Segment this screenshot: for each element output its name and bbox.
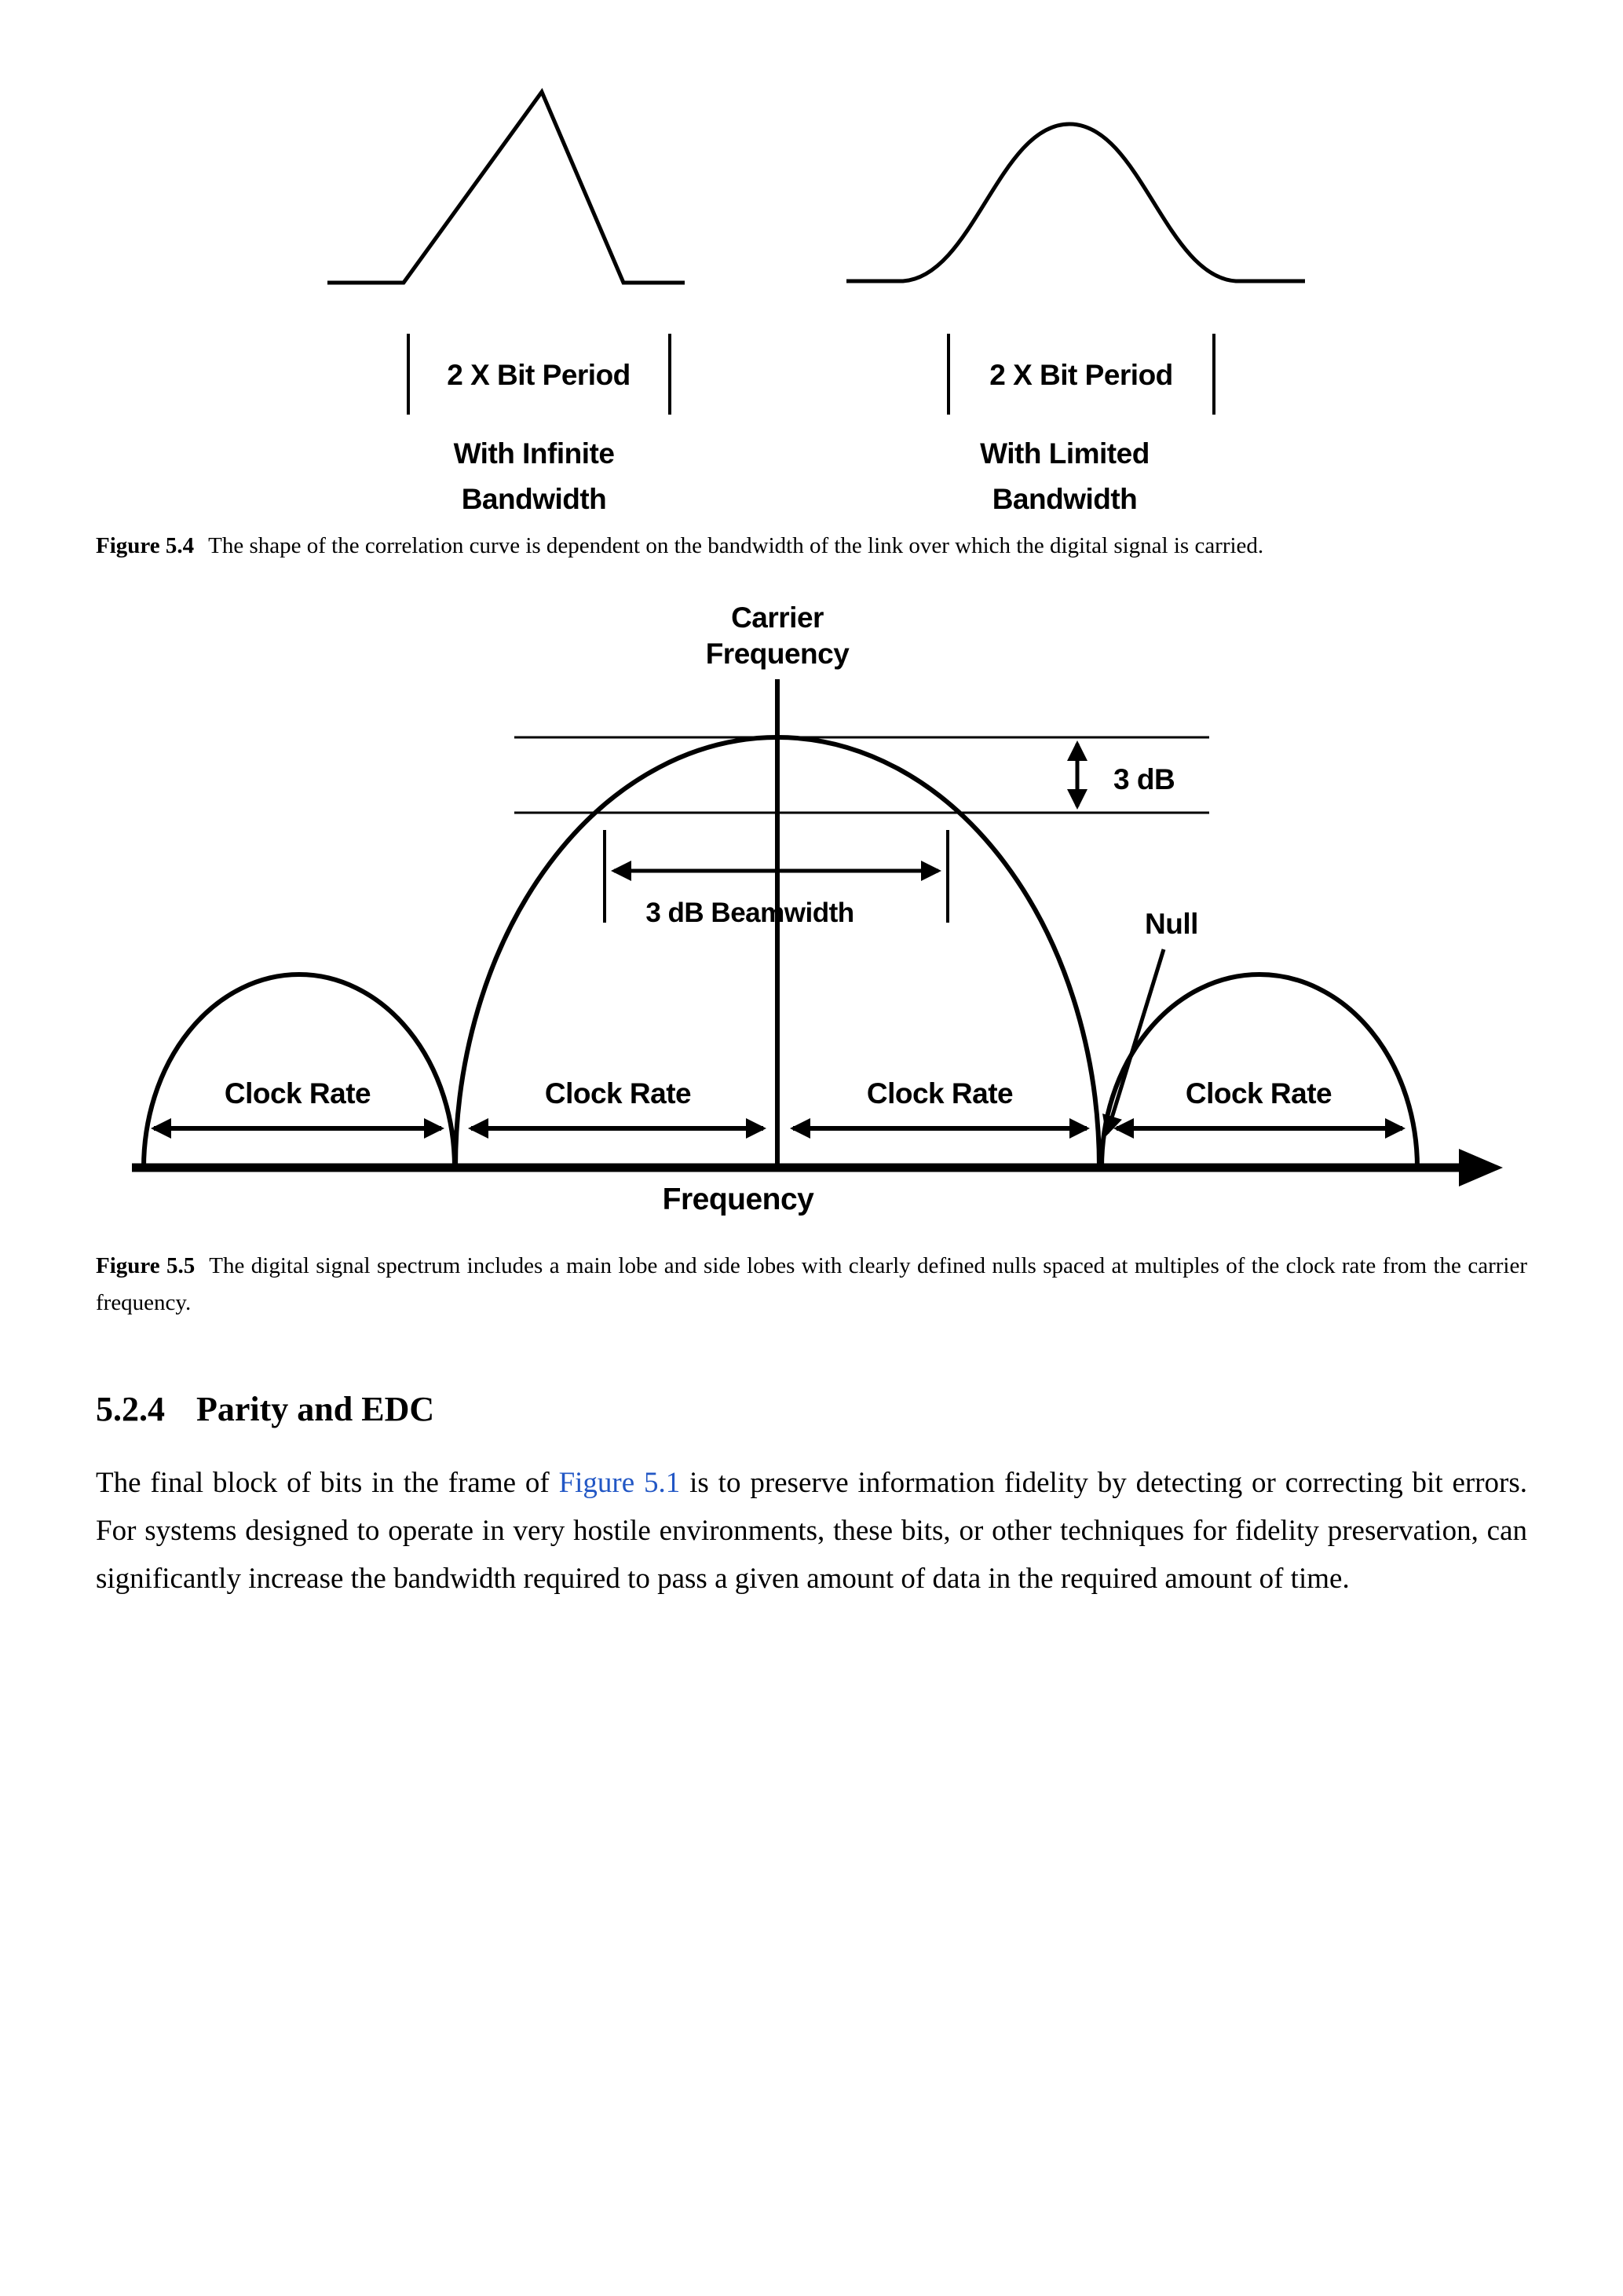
infinite-bandwidth-label-line1: With Infinite bbox=[453, 437, 615, 470]
triangle-correlation-curve bbox=[327, 92, 685, 283]
figure-5-5-caption-label: Figure 5.5 bbox=[96, 1252, 196, 1278]
section-heading-title: Parity and EDC bbox=[196, 1389, 435, 1428]
figure-5-4-diagram bbox=[0, 0, 1623, 518]
infinite-bandwidth-label-line2: Bandwidth bbox=[461, 483, 607, 515]
figure-5-5-caption bbox=[0, 1248, 1623, 1322]
left-side-lobe-curve bbox=[144, 974, 455, 1168]
section-heading bbox=[0, 1389, 1623, 1429]
figure-5-1-link[interactable]: Figure 5.1 bbox=[558, 1466, 681, 1499]
figure-5-5-caption-text: The digital signal spectrum includes a main lobe and side lobes with clearly defined nulls spaced at multiples of the clock rate from the carrier frequency. bbox=[96, 1252, 1527, 1315]
clock-rate-label-3: Clock Rate bbox=[866, 1077, 1014, 1110]
figure-5-4-caption bbox=[0, 528, 1623, 565]
figure-5-5-diagram bbox=[0, 579, 1623, 1238]
clock-rate-label-2: Clock Rate bbox=[544, 1077, 692, 1110]
limited-bandwidth-label-line1: With Limited bbox=[980, 437, 1150, 470]
frequency-axis-arrowhead bbox=[1459, 1149, 1503, 1186]
bit-period-label-right: 2 X Bit Period bbox=[989, 359, 1173, 391]
clock-rate-label-1: Clock Rate bbox=[224, 1077, 371, 1110]
null-pointer-arrow bbox=[1107, 949, 1164, 1133]
carrier-frequency-label-line2: Frequency bbox=[705, 637, 850, 670]
frequency-axis-label: Frequency bbox=[662, 1182, 814, 1216]
three-db-label: 3 dB bbox=[1113, 762, 1175, 795]
body-paragraph bbox=[0, 1459, 1623, 1603]
carrier-frequency-label-line1: Carrier bbox=[731, 601, 824, 634]
clock-rate-label-4: Clock Rate bbox=[1185, 1077, 1332, 1110]
rounded-correlation-curve bbox=[846, 124, 1305, 281]
paragraph-text-after-link: is to preserve information fidelity by detecting or correcting bit errors. For systems designed to operate in very hostile environments, these bits, or other techniques for fidelity preservation, can significantly increase the bandwidth required to pass a given amount of data in the required amount of time. bbox=[96, 1466, 1527, 1595]
section-heading-number: 5.2.4 bbox=[96, 1389, 165, 1428]
beamwidth-label: 3 dB Beamwidth bbox=[645, 897, 854, 928]
bit-period-label-left: 2 X Bit Period bbox=[447, 359, 631, 391]
null-label: Null bbox=[1145, 907, 1198, 940]
paragraph-text-before-link: The final block of bits in the frame of bbox=[96, 1466, 559, 1499]
figure-5-4-caption-label: Figure 5.4 bbox=[96, 533, 195, 558]
figure-5-4-caption-text: The shape of the correlation curve is dependent on the bandwidth of the link over which the digital signal is carried. bbox=[208, 533, 1264, 558]
limited-bandwidth-label-line2: Bandwidth bbox=[992, 483, 1138, 515]
